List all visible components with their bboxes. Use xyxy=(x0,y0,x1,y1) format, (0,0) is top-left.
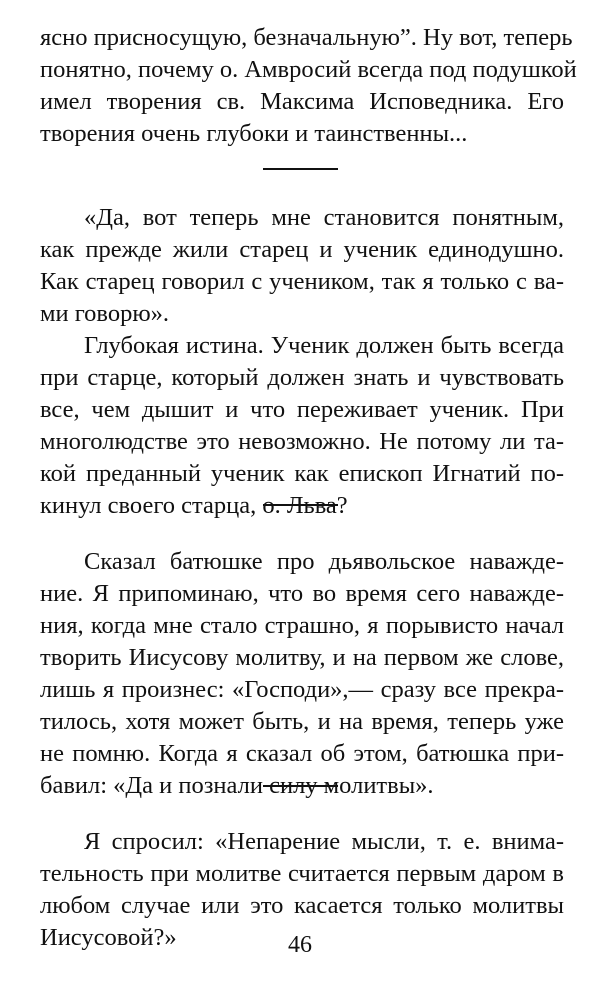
paragraph-block-3 xyxy=(40,546,564,802)
text-line: любом случае или это касается только молитвы xyxy=(40,892,564,919)
text-line: ясно присносущую, безначальную”. Ну вот, теперь xyxy=(40,24,573,51)
text-line: при старце, который должен знать и чувствовать xyxy=(40,364,564,391)
text-line: ми говорю». xyxy=(40,300,170,327)
text-line: понятно, почему о. Амвросий всегда под подушкой xyxy=(40,56,577,83)
section-divider xyxy=(263,504,338,506)
text-line: ния, когда мне стало страшно, я порывисто начал xyxy=(40,612,564,639)
text-line: кой преданный ученик как епископ Игнатий по- xyxy=(40,460,564,487)
section-divider xyxy=(263,785,338,787)
page-number: 46 xyxy=(288,932,312,958)
text-line: не помню. Когда я сказал об этом, батюшка при- xyxy=(40,740,564,767)
text-line: Иисусовой?» xyxy=(40,924,177,951)
text-line: творить Иисусову молитву, и на первом же слове, xyxy=(40,644,564,671)
text-line: многолюдстве это невозможно. Не потому ли та- xyxy=(40,428,564,455)
text-line: Я спросил: «Непарение мысли, т. е. внима- xyxy=(84,828,564,855)
text-line: как прежде жили старец и ученик единодушно. xyxy=(40,236,564,263)
text-line: «Да, вот теперь мне становится понятным, xyxy=(84,204,564,231)
text-line: тилось, хотя может быть, и на время, теперь уже xyxy=(40,708,564,735)
text-line: кинул своего старца, о. Льва? xyxy=(40,492,348,519)
section-divider xyxy=(263,168,338,170)
paragraph-block-2 xyxy=(40,202,564,522)
text-line: тельность при молитве считается первым даром в xyxy=(40,860,564,887)
paragraph-block-1 xyxy=(40,22,577,150)
text-line: Глубокая истина. Ученик должен быть всегда xyxy=(84,332,564,359)
text-line: ние. Я припоминаю, что во время сего наважде- xyxy=(40,580,564,607)
text-line: Сказал батюшке про дьявольское наважде- xyxy=(84,548,564,575)
text-line: творения очень глубоки и таинственны... xyxy=(40,120,468,147)
text-line: Как старец говорил с учеником, так я только с ва- xyxy=(40,268,564,295)
text-line: все, чем дышит и что переживает ученик. При xyxy=(40,396,564,423)
text-line: имел творения св. Максима Исповедника. Его xyxy=(40,88,564,115)
text-line: бавил: «Да и познали силу молитвы». xyxy=(40,772,434,799)
text-line: лишь я произнес: «Господи»,— сразу все прекра- xyxy=(40,676,564,703)
